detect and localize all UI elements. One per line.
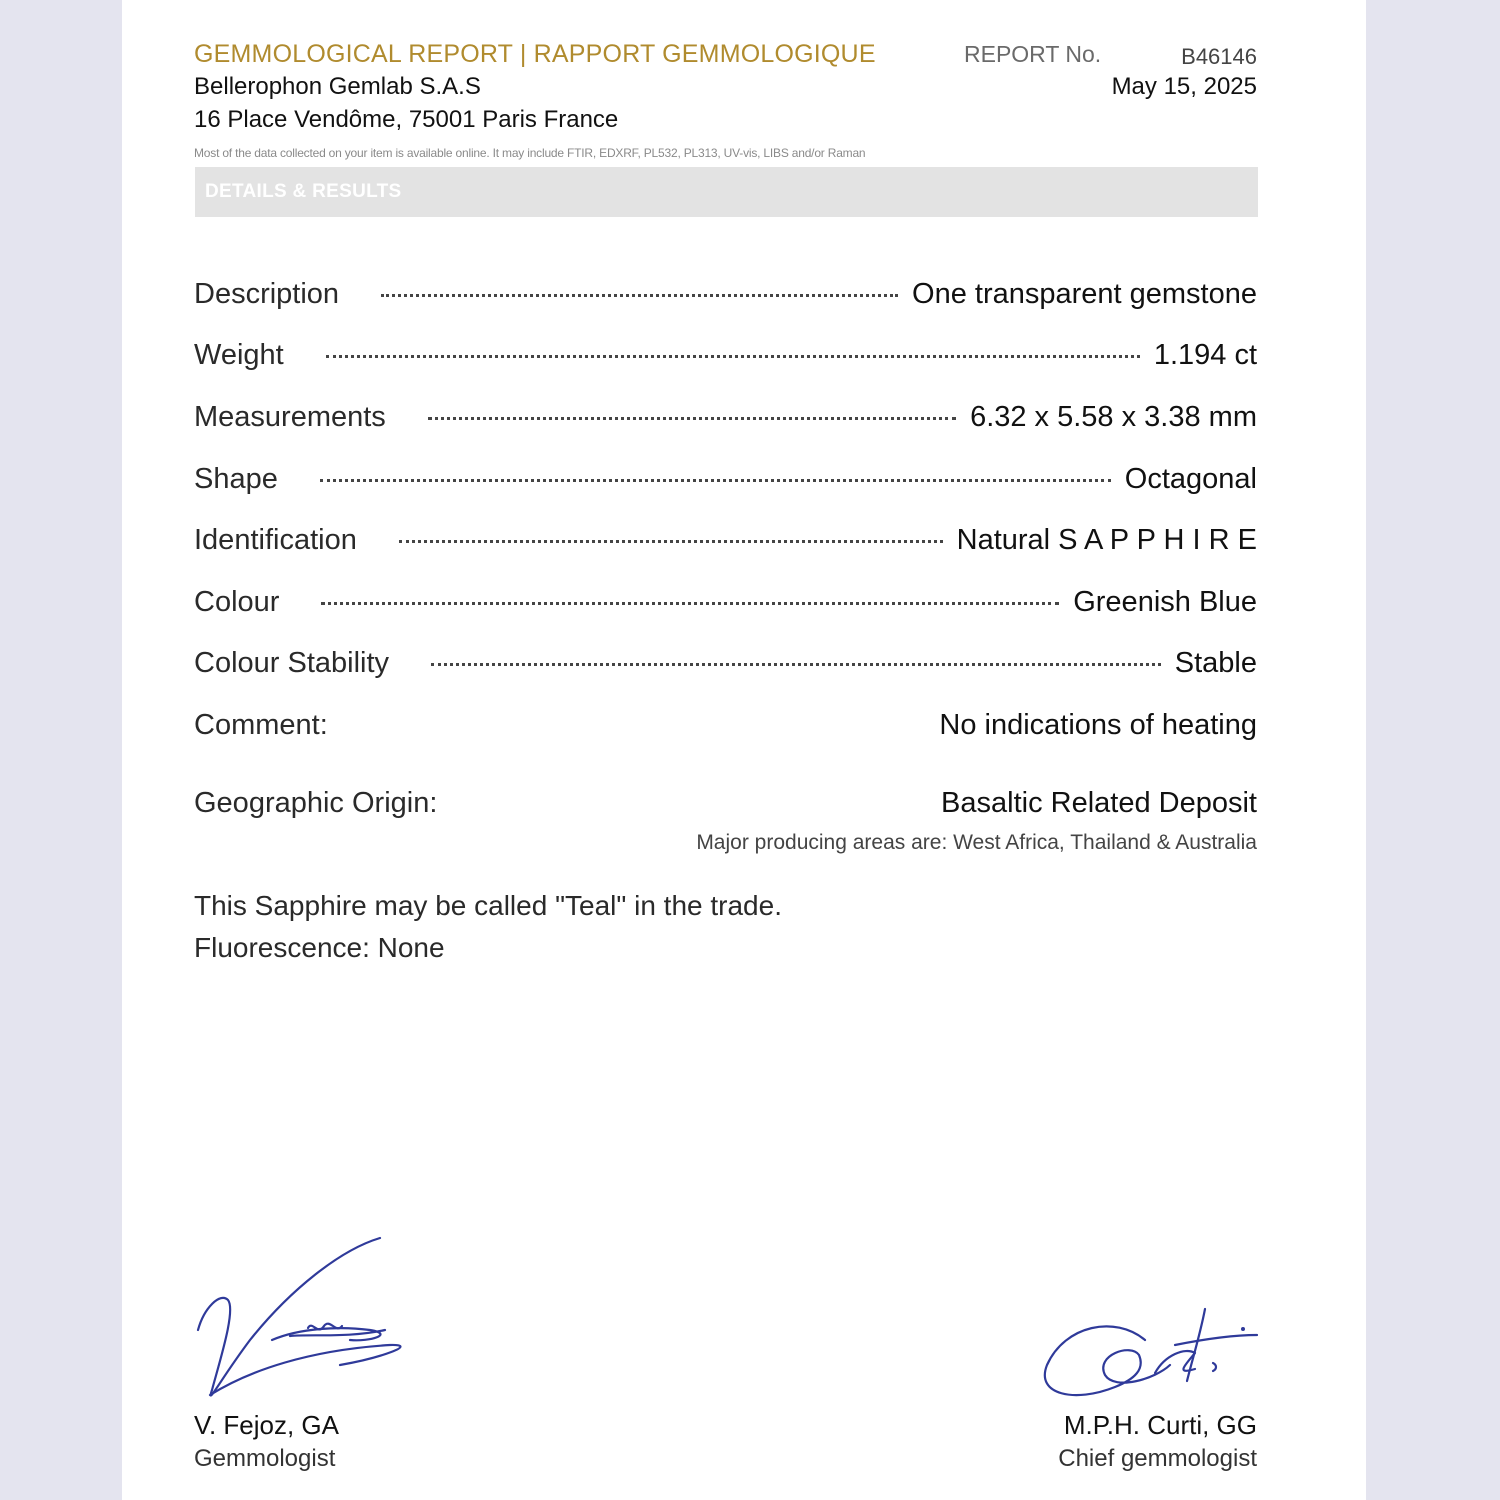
- lab-name: Bellerophon Gemlab S.A.S: [194, 73, 481, 100]
- trade-name-remark: This Sapphire may be called "Teal" in the trade.: [194, 890, 782, 921]
- detail-value: One transparent gemstone: [912, 278, 1257, 310]
- comment-value: No indications of heating: [939, 709, 1257, 741]
- comment-label: Comment:: [194, 709, 328, 741]
- report-number: B46146: [1181, 44, 1257, 69]
- origin-label: Geographic Origin:: [194, 787, 438, 819]
- signatory-right-role: Chief gemmologist: [1058, 1445, 1257, 1472]
- detail-label: Shape: [194, 463, 278, 495]
- signature-left-image: [190, 1230, 420, 1410]
- detail-row-measurements: [194, 401, 1257, 441]
- detail-row-identification: [194, 524, 1257, 564]
- signatory-left-role: Gemmologist: [194, 1445, 336, 1472]
- dotted-leader: [431, 663, 1161, 666]
- detail-label: Description: [194, 278, 340, 310]
- comment-row: [194, 709, 1257, 749]
- detail-row-colour-stability: [194, 647, 1257, 687]
- dotted-leader: [320, 479, 1111, 482]
- detail-label: Colour: [194, 586, 280, 618]
- detail-value: 1.194 ct: [1153, 339, 1257, 371]
- section-header-bar: [195, 167, 1258, 217]
- lab-address: 16 Place Vendôme, 75001 Paris France: [194, 106, 619, 133]
- signatory-right-name: M.P.H. Curti, GG: [1063, 1410, 1257, 1440]
- detail-value: Stable: [1174, 647, 1257, 679]
- signatory-left-name: V. Fejoz, GA: [194, 1410, 339, 1440]
- dotted-leader: [428, 417, 956, 420]
- report-number-label: REPORT No.: [964, 41, 1102, 67]
- origin-value: Basaltic Related Deposit: [941, 787, 1257, 819]
- dotted-leader: [399, 540, 943, 543]
- detail-row-shape: [194, 463, 1257, 503]
- detail-label: Measurements: [194, 401, 386, 433]
- detail-value: Natural S A P P H I R E: [956, 524, 1257, 556]
- fluorescence-remark: Fluorescence: None: [194, 932, 445, 963]
- data-availability-note: Most of the data collected on your item is available online. It may include FTIR, EDXRF, PL532, PL313, UV-vis, LIBS and/or Raman: [194, 146, 866, 160]
- section-header-label: DETAILS & RESULTS: [205, 181, 402, 202]
- detail-row-weight: [194, 339, 1257, 379]
- report-date: May 15, 2025: [1111, 73, 1257, 100]
- detail-label: Identification: [194, 524, 357, 556]
- origin-row: [194, 787, 1257, 827]
- detail-value: 6.32 x 5.58 x 3.38 mm: [970, 401, 1257, 433]
- detail-row-colour: [194, 586, 1257, 626]
- signature-right-image: [1035, 1295, 1265, 1405]
- dotted-leader: [326, 355, 1140, 358]
- detail-row-description: [194, 278, 1257, 318]
- detail-value: Octagonal: [1124, 463, 1257, 495]
- detail-label: Colour Stability: [194, 647, 390, 679]
- dotted-leader: [381, 294, 898, 297]
- dotted-leader: [321, 602, 1059, 605]
- detail-label: Weight: [194, 339, 284, 371]
- report-title: GEMMOLOGICAL REPORT | RAPPORT GEMMOLOGIQUE: [194, 40, 876, 68]
- detail-value: Greenish Blue: [1073, 586, 1257, 618]
- origin-note: Major producing areas are: West Africa, Thailand & Australia: [696, 831, 1257, 854]
